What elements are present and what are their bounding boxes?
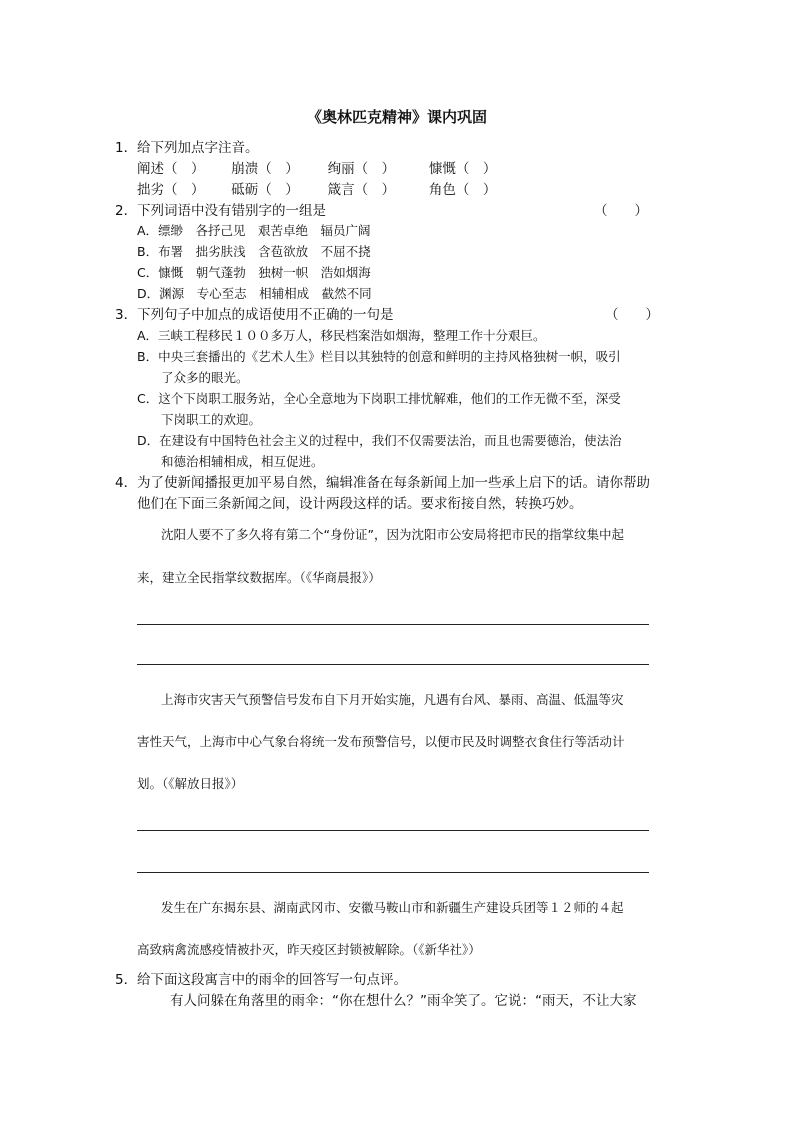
q4-stem-line2: 他们在下面三条新闻之间，设计两段这样的话。要求衔接自然，转换巧妙。 xyxy=(137,496,583,512)
q1-row-1 xyxy=(137,159,496,179)
q2-option-d: D．渊源 专心至志 相辅相成 截然不同 xyxy=(137,286,372,301)
q3-option-a: A．三峡工程移民１００多万人，移民档案浩如烟海，整理工作十分艰巨。 xyxy=(137,328,546,343)
q1-item: 角色（ ） xyxy=(428,182,497,198)
q2-option-c: C．慷慨 朝气蓬勃 独树一帜 浩如烟海 xyxy=(137,265,371,280)
news-1-line1: 沈阳人要不了多久将有第二个“身份证”，因为沈阳市公安局将把市民的指掌纹集中起 xyxy=(161,527,624,542)
answer-line xyxy=(137,872,649,873)
answer-line xyxy=(137,830,649,831)
news-2-line2: 害性天气，上海市中心气象台将统一发布预警信号，以便市民及时调整衣食住行等活动计 xyxy=(137,734,625,749)
answer-line xyxy=(137,624,649,625)
q2-option-a: A．缥缈 各抒己见 艰苦卓绝 辐员广阔 xyxy=(137,223,371,238)
q5-number: 5． xyxy=(115,972,138,988)
q1-item: 阐述（ ） xyxy=(137,161,205,177)
answer-line xyxy=(137,664,649,665)
news-1-line2: 来，建立全民指掌纹数据库。（《华商晨报》） xyxy=(137,570,381,585)
news-2-line1: 上海市灾害天气预警信号发布自下月开始实施，凡遇有台风、暴雨、高温、低温等灾 xyxy=(161,692,624,707)
q4-number: 4． xyxy=(115,475,138,491)
q3-number: 3． xyxy=(115,307,138,323)
q2-number: 2． xyxy=(115,203,138,219)
q3-option-b-line1: B．中央三套播出的《艺术人生》栏目以其独特的创意和鲜明的主持风格独树一帜，吸引 xyxy=(137,349,621,364)
q2-option-b: B．布署 拙劣肤浅 含苞欲放 不屈不挠 xyxy=(137,244,371,259)
q1-item: 慷慨（ ） xyxy=(428,161,497,177)
q3-answer-paren: （ ） xyxy=(605,307,659,323)
news-3-line1: 发生在广东揭东县、湖南武冈市、安徽马鞍山市和新疆生产建设兵团等１２师的４起 xyxy=(161,900,624,915)
q3-stem: 下列句子中加点的成语使用不正确的一句是 xyxy=(137,307,394,323)
q2-stem: 下列词语中没有错别字的一组是 xyxy=(137,203,326,219)
news-3-line2: 高致病禽流感疫情被扑灭，昨天疫区封锁被解除。（《新华社》） xyxy=(137,942,481,957)
q1-item: 绚丽（ ） xyxy=(327,161,396,177)
q1-row-2 xyxy=(137,180,496,200)
q1-item: 拙劣（ ） xyxy=(137,182,205,198)
q3-option-c-line1: C．这个下岗职工服务站，全心全意地为下岗职工排忧解难，他们的工作无微不至，深受 xyxy=(137,391,621,406)
q3-option-d-line2: 和德治相辅相成，相互促进。 xyxy=(161,454,324,469)
news-2-line3: 划。（《解放日报》） xyxy=(137,776,244,791)
q2-answer-paren: （ ） xyxy=(594,203,648,219)
page-title: 《奥林匹克精神》课内巩固 xyxy=(306,108,487,126)
q3-option-c-line2: 下岗职工的欢迎。 xyxy=(161,412,262,427)
q1-item: 崩溃（ ） xyxy=(231,161,299,177)
q4-stem-line1: 为了使新闻播报更加平易自然，编辑准备在每条新闻上加一些承上启下的话。请你帮助 xyxy=(137,475,650,491)
q1-item: 砥砺（ ） xyxy=(231,182,299,198)
q1-item: 箴言（ ） xyxy=(327,182,396,198)
q5-fable-text: 有人问躲在角落里的雨伞：“你在想什么？”雨伞笑了。它说：“雨天，不让大家 xyxy=(170,993,637,1009)
q5-stem: 给下面这段寓言中的雨伞的回答写一句点评。 xyxy=(137,972,407,988)
q3-option-d-line1: D．在建设有中国特色社会主义的过程中，我们不仅需要法治，而且也需要德治，使法治 xyxy=(137,433,622,448)
q3-option-b-line2: 了众多的眼光。 xyxy=(161,370,249,385)
q1-number: 1． xyxy=(115,140,138,156)
q1-stem: 给下列加点字注音。 xyxy=(137,140,259,156)
